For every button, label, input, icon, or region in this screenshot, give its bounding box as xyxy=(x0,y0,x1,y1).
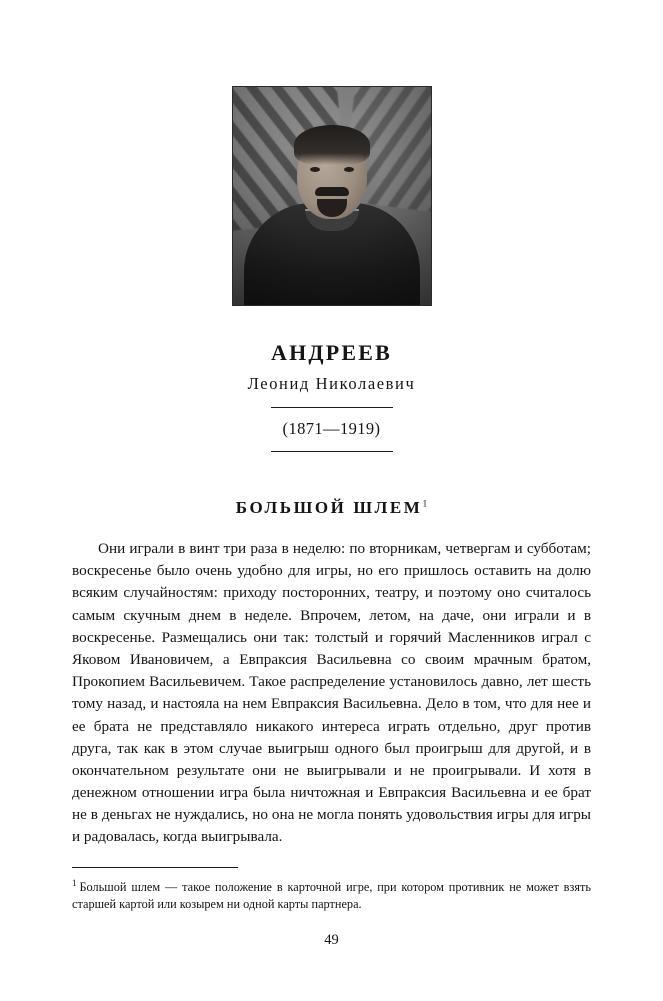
horizontal-rule xyxy=(271,407,393,408)
story-body xyxy=(72,538,591,849)
author-given-name: Леонид Николаевич xyxy=(247,374,416,393)
rule-below-years xyxy=(72,451,591,452)
page-number: 49 xyxy=(324,932,339,948)
horizontal-rule xyxy=(271,451,393,452)
footnote-separator xyxy=(72,867,238,868)
portrait-container xyxy=(72,86,591,306)
portrait-vignette xyxy=(233,87,431,305)
rule-above-years xyxy=(72,407,591,408)
footnote-text: Большой шлем — такое положение в карточной игре, при котором противник не может взять старшей картой или козырем ни одной карты партнера. xyxy=(72,879,591,912)
story-title-footnote-marker: 1 xyxy=(422,499,428,510)
story-paragraph: Они играли в винт три раза в неделю: по вторникам, четвергам и субботам; воскресенье было очень удобно для игры, но его пришлось оставить на долю всяким случайностям: приходу посторонних, театру, и поэтому оно считалось самым скучным днем в неделе. Впрочем, летом, на даче, они играли и в воскресенье. Размещались они так: толстый и горячий Масленников играл с Яковом Ивановичем, а Евпраксия Васильевна со своим мрачным братом, Прокопием Васильевичем. Такое распределение установилось давно, лет шесть тому назад, и настояла на нем Евпраксия Васильевна. Дело в том, что для нее и ее брата не представляло никакого интереса играть отдельно, друг против друга, так как в этом случае выигрыш одного был проигрыш для другой, и в окончательном результате они не выигрывали и не проигрывали. И хотя в денежном отношении игра была ничтожная и Евпраксия Васильевна и ее брат не в деньгах не нуждались, но она не могла понять удовольствия игры для игры и радовалась, когда выигрывала. xyxy=(72,540,591,846)
story-title xyxy=(72,498,591,518)
author-portrait-photo xyxy=(232,86,432,306)
footnote-marker: 1 xyxy=(72,877,77,888)
author-surname: АНДРЕЕВ xyxy=(271,340,392,365)
story-title-text: БОЛЬШОЙ ШЛЕМ xyxy=(235,498,423,517)
author-life-years: (1871—1919) xyxy=(282,419,381,438)
footnote xyxy=(72,877,591,914)
